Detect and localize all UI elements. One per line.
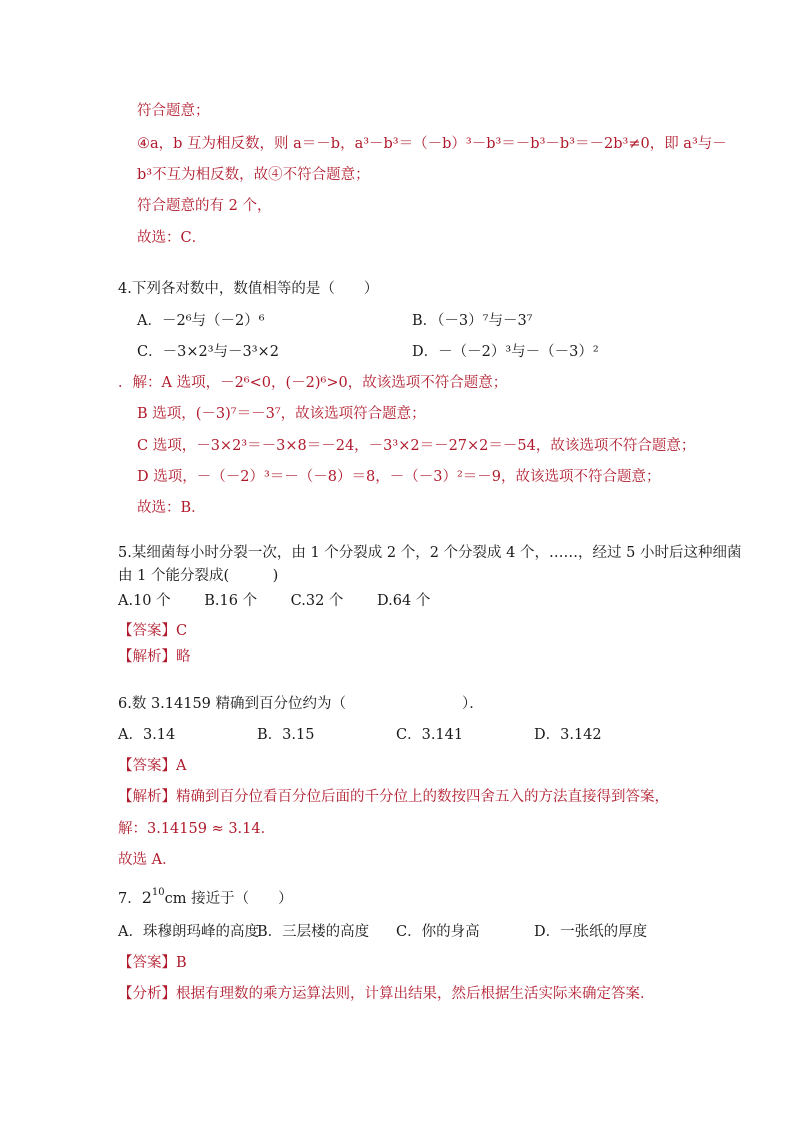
q5-analysis — [118, 647, 191, 667]
q6-option-d: D．3.142 — [534, 727, 602, 743]
analysis-text: 根据有理数的乘方运算法则，计算出结果，然后根据生活实际来确定答案． — [176, 986, 655, 1002]
q4-solution-line-2: B 选项，(－3)⁷＝－3⁷，故该选项符合题意； — [137, 406, 426, 422]
q6-solution-line-2: 故选 A． — [118, 852, 177, 868]
q3-solution-line-2: ④a，b 互为相反数，则 a＝－b，a³－b³＝（－b）³－b³＝－b³－b³＝－2b³≠0，即 a³与－ — [137, 136, 727, 152]
q7-option-a: A．珠穆朗玛峰的高度 — [118, 924, 259, 940]
q5-answer — [118, 621, 187, 641]
q4-option-c: C．－3×2³与－3³×2 — [137, 344, 279, 360]
q7-unit: cm — [164, 891, 187, 907]
analysis-text: 精确到百分位看百分位后面的千分位上的数按四舍五入的方法直接得到答案， — [176, 789, 669, 805]
q4-solution-line-5: 故选：B． — [137, 500, 206, 516]
q7-option-c: C．你的身高 — [396, 924, 480, 940]
q7-stem-tail: 接近于（ ） — [186, 891, 293, 907]
q7-answer — [118, 953, 187, 973]
q6-stem: 6.数 3.14159 精确到百分位约为（ ）． — [118, 696, 484, 712]
q4-solution-line-3: C 选项，－3×2³＝－3×8＝－24，－3³×2＝－27×2＝－54，故该选项不符合题意； — [137, 438, 696, 454]
q7-power — [142, 888, 165, 907]
analysis-tag: 【解析】 — [118, 649, 176, 665]
q6-option-c: C．3.141 — [396, 727, 464, 743]
q6-solution-line-1: 解：3.14159 ≈ 3.14． — [118, 821, 276, 837]
q4-option-a: A．－2⁶与（－2）⁶ — [137, 313, 265, 329]
q3-solution-line-5: 故选：C． — [137, 230, 207, 246]
q7-stem — [118, 888, 293, 909]
analysis-tag: 【分析】 — [118, 986, 176, 1002]
answer-tag: 【答案】 — [118, 758, 176, 774]
q4-option-b: B．（－3）⁷与－3⁷ — [412, 313, 533, 329]
q6-analysis — [118, 787, 669, 807]
q3-solution-line-1: 符合题意； — [137, 103, 210, 119]
analysis-tag: 【解析】 — [118, 789, 176, 805]
q7-option-d: D．一张纸的厚度 — [534, 924, 648, 940]
q5-stem-line-1: 5.某细菌每小时分裂一次，由 1 个分裂成 2 个，2 个分裂成 4 个，……，经过 5 小时后这种细菌 — [118, 545, 742, 561]
answer-tag: 【答案】 — [118, 623, 176, 639]
q3-solution-line-4: 符合题意的有 2 个， — [137, 198, 272, 214]
q6-answer — [118, 756, 186, 776]
q7-number: 7． — [118, 891, 142, 907]
q7-exponent: 10 — [151, 887, 165, 898]
q7-analysis — [118, 984, 655, 1004]
q4-solution-line-4: D 选项，－（－2）³＝－（－8）＝8，－（－3）²＝－9，故该选项不符合题意； — [137, 469, 661, 485]
q4-solution-line-1: ．解：A 选项，－2⁶<0，(－2)⁶>0，故该选项不符合题意； — [118, 375, 508, 391]
q6-option-b: B．3.15 — [257, 727, 315, 743]
answer-tag: 【答案】 — [118, 955, 176, 971]
answer-value: B — [176, 955, 187, 971]
q6-option-a: A．3.14 — [118, 727, 176, 743]
q4-stem: 4.下列各对数中，数值相等的是（ ） — [118, 281, 379, 297]
q5-stem-line-2: 由 1 个能分裂成( ) — [118, 568, 279, 584]
q5-options: A.10 个 B.16 个 C.32 个 D.64 个 — [118, 593, 431, 609]
answer-value: A — [176, 758, 187, 774]
q4-option-d: D．－（－2）³与－（－3）² — [412, 344, 599, 360]
analysis-text: 略 — [176, 649, 191, 665]
q3-solution-line-3: b³不互为相反数，故④不符合题意； — [137, 167, 370, 183]
q7-option-b: B．三层楼的高度 — [257, 924, 370, 940]
answer-value: C — [176, 623, 188, 639]
q7-base: 2 — [141, 888, 152, 907]
